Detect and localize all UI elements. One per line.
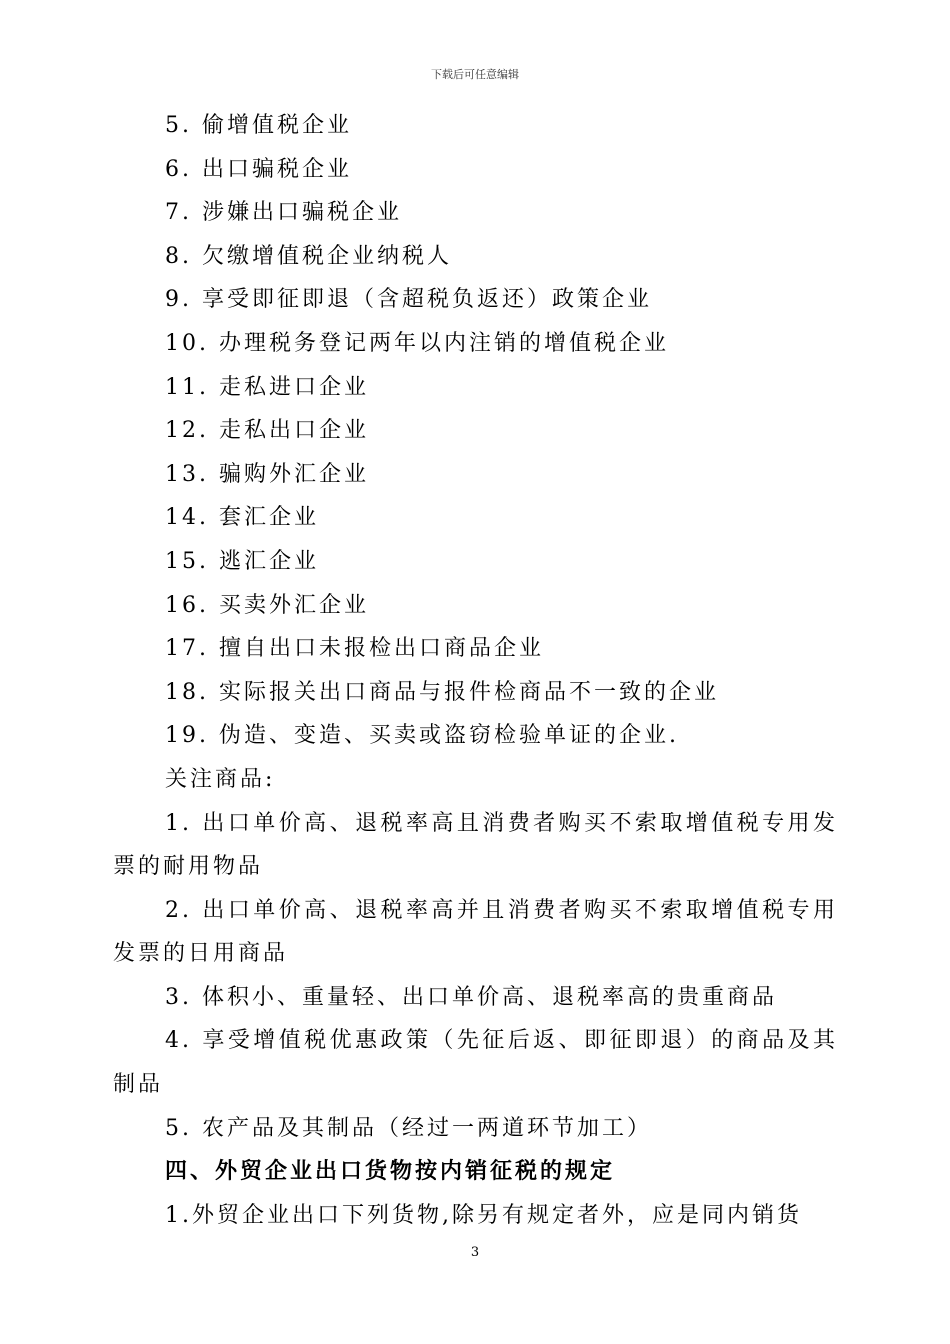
list-item: 16. 买卖外汇企业: [165, 592, 369, 618]
header-note: 下载后可任意编辑: [431, 68, 519, 81]
goods-section-title: 关注商品:: [165, 766, 276, 792]
list-item: 7. 涉嫌出口骗税企业: [165, 200, 402, 226]
list-item: 14. 套汇企业: [165, 505, 319, 531]
list-item: 9. 享受即征即退（含超税负返还）政策企业: [165, 287, 652, 313]
goods-item: 3. 体积小、重量轻、出口单价高、退税率高的贵重商品: [165, 984, 777, 1010]
page-number: 3: [470, 1245, 480, 1260]
list-item: 19. 伪造、变造、买卖或盗窃检验单证的企业.: [165, 723, 679, 749]
list-item: 13. 骗购外汇企业: [165, 461, 369, 487]
list-item: 8. 欠缴增值税企业纳税人: [165, 243, 452, 269]
goods-item: 4. 享受增值税优惠政策（先征后返、即征即退）的商品及其制品: [113, 1028, 838, 1098]
list-item: 12. 走私出口企业: [165, 418, 369, 444]
list-item: 11. 走私进口企业: [165, 374, 369, 400]
goods-item: 2. 出口单价高、退税率高并且消费者购买不索取增值税专用发票的日用商品: [113, 897, 838, 967]
list-item: 5. 偷增值税企业: [165, 113, 352, 138]
list-item: 15. 逃汇企业: [165, 548, 319, 574]
document-body: [113, 104, 838, 1237]
list-item: 10. 办理税务登记两年以内注销的增值税企业: [165, 330, 669, 356]
goods-item: 1. 出口单价高、退税率高且消费者购买不索取增值税专用发票的耐用物品: [113, 810, 838, 880]
section-paragraph: 1.外贸企业出口下列货物,除另有规定者外，应是同内销货: [165, 1202, 802, 1228]
list-item: 17. 擅自出口未报检出口商品企业: [165, 636, 544, 662]
section-heading: 四、外贸企业出口货物按内销征税的规定: [165, 1159, 616, 1185]
goods-item: 5. 农产品及其制品（经过一两道环节加工）: [165, 1115, 652, 1141]
list-item: 18. 实际报关出口商品与报件检商品不一致的企业: [165, 679, 719, 705]
list-item: 6. 出口骗税企业: [165, 156, 352, 182]
